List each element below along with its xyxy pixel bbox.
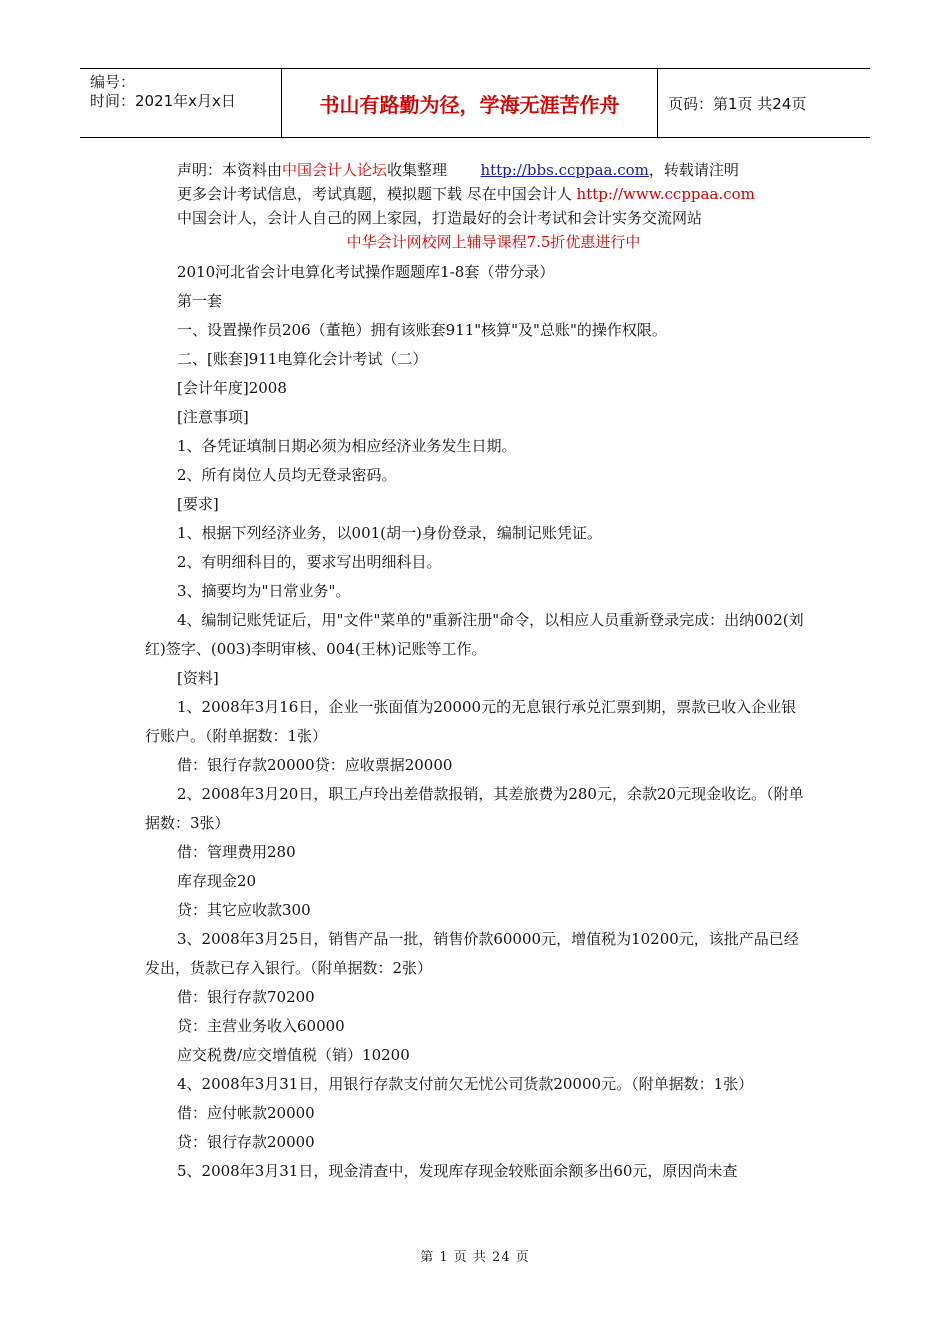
body-line: 5、2008年3月31日，现金清查中，发现库存现金较账面余额多出60元，原因尚未查 — [177, 1162, 738, 1180]
forum-name: 中国会计人论坛 — [282, 161, 388, 179]
body-line: 1、各凭证填制日期必须为相应经济业务发生日期。 — [177, 437, 517, 455]
body-line: 1、2008年3月16日，企业一张面值为20000元的无息银行承兑汇票到期，票款已收入企业银行账户。（附单据数：1张） — [145, 698, 797, 745]
notice-line-3: 中国会计人，会计人自己的网上家园，打造最好的会计考试和会计实务交流网站 — [177, 209, 703, 227]
page-footer: 第 1 页 共 24 页 — [420, 1250, 530, 1265]
body-line: 第一套 — [177, 292, 223, 310]
body-lines — [145, 258, 810, 1186]
body-line: 二、[账套]911电算化会计考试（二） — [177, 350, 428, 368]
body-line: 贷：主营业务收入60000 — [177, 1017, 345, 1035]
body-line: 3、摘要均为"日常业务"。 — [177, 582, 351, 600]
notice-suffix: ，转载请注明 — [648, 161, 739, 179]
body-line: 2010河北省会计电算化考试操作题题库1-8套（带分录） — [177, 263, 555, 281]
body-line: 库存现金20 — [177, 872, 257, 890]
body-line: 借：管理费用280 — [177, 843, 296, 861]
header-time-label: 时间：2021年x月x日 — [90, 92, 236, 110]
notice-block — [145, 158, 810, 254]
notice-prefix: 声明：本资料由 — [177, 161, 283, 179]
header-meta — [80, 69, 282, 137]
body-line: 借：银行存款20000贷：应收票据20000 — [177, 756, 453, 774]
body-line: [注意事项] — [177, 408, 249, 426]
body-line: [资料] — [177, 669, 219, 687]
body-line: 4、2008年3月31日，用银行存款支付前欠无忧公司货款20000元。（附单据数：1张） — [177, 1075, 754, 1093]
notice-mid: 收集整理 — [387, 161, 448, 179]
body-line: 应交税费/应交增值税（销）10200 — [177, 1046, 410, 1064]
body-line: 3、2008年3月25日，销售产品一批，销售价款60000元，增值税为10200元，该批产品已经发出，货款已存入银行。（附单据数：2张） — [145, 930, 799, 977]
forum-link[interactable]: http://bbs.ccppaa.com — [480, 161, 649, 179]
body-line: [要求] — [177, 495, 219, 513]
document-body — [145, 158, 810, 1186]
body-line: 贷：其它应收款300 — [177, 901, 311, 919]
header-page-info: 页码：第1页 共24页 — [668, 94, 807, 113]
body-line: 2、有明细科目的，要求写出明细科目。 — [177, 553, 442, 571]
header-number-label: 编号： — [90, 73, 136, 91]
body-line: 2、2008年3月20日，职工卢玲出差借款报销，其差旅费为280元，余款20元现金收讫。（附单据数：3张） — [145, 785, 804, 832]
body-line: 贷：银行存款20000 — [177, 1133, 315, 1151]
notice-line-2 — [177, 182, 810, 206]
body-line: 一、设置操作员206（董艳）拥有该账套911"核算"及"总账"的操作权限。 — [177, 321, 667, 339]
notice-line-2-text: 更多会计考试信息，考试真题，模拟题下载 尽在中国会计人 — [177, 185, 577, 203]
site-link[interactable]: http://www.ccppaa.com — [576, 185, 755, 203]
promo-banner[interactable]: 中华会计网校网上辅导课程7.5折优惠进行中 — [346, 233, 641, 251]
body-line: [会计年度]2008 — [177, 379, 287, 397]
header-motto: 书山有路勤为径，学海无涯苦作舟 — [282, 69, 658, 137]
body-line: 1、根据下列经济业务，以001(胡一)身份登录，编制记账凭证。 — [177, 524, 602, 542]
body-line: 4、编制记账凭证后，用"文件"菜单的"重新注册"命令，以相应人员重新登录完成：出纳002(刘红)签字、(003)李明审核、004(王林)记账等工作。 — [145, 611, 804, 658]
body-line: 2、所有岗位人员均无登录密码。 — [177, 466, 397, 484]
body-line: 借：应付帐款20000 — [177, 1104, 315, 1122]
notice-line-1 — [177, 158, 810, 182]
page-header — [80, 68, 870, 138]
body-line: 借：银行存款70200 — [177, 988, 315, 1006]
